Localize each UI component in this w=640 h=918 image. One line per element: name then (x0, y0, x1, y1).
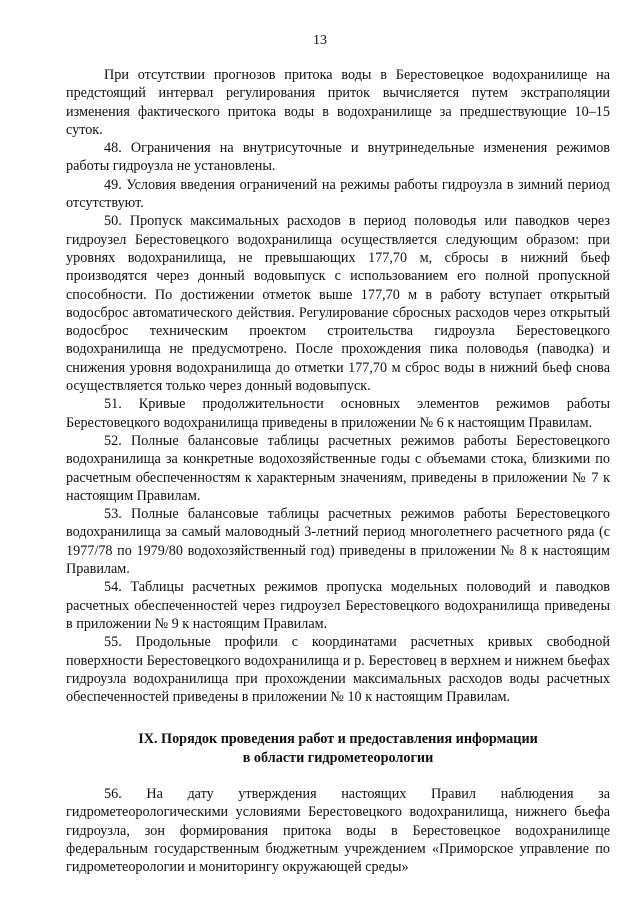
document-body (66, 66, 610, 876)
paragraph-48: 48. Ограничения на внутрисуточные и внутринедельные изменения режимов работы гидроузла не установлены. (66, 140, 610, 175)
paragraph-52: 52. Полные балансовые таблицы расчетных режимов работы Берестовецкого водохранилища за конкретные водохозяйственные годы с объемами стока, близкими по расчетным обеспеченностям к характерным значениям, приведены в приложении № 7 к настоящим Правилам. (66, 432, 610, 504)
paragraph-50: 50. Пропуск максимальных расходов в период половодья или паводков через гидроузел Берестовецкого водохранилища осуществляется следующим образом: при уровнях водохранилища, не превышающих 177,70 м, сбросы в нижний бьеф производятся через донный водовыпуск с использованием его полной пропускной способности. По достижении отметок выше 177,70 м в работу вступает открытый водосброс автоматического действия. Регулирование сбросных расходов через открытый водосброс техническим проектом строительства гидроузла Берестовецкого водохранилища не предусмотрено. После прохождения пика половодья (паводка) и снижения уровня водохранилища до отметки 177,70 м сброс воды в нижний бьеф снова осуществляется только через донный водовыпуск. (66, 213, 610, 395)
paragraph-54: 54. Таблицы расчетных режимов пропуска модельных половодий и паводков расчетных обеспеченностей через гидроузел Берестовецкого водохранилища приведены в приложении № 9 к настоящим Правилам. (66, 579, 610, 632)
paragraph-56: 56. На дату утверждения настоящих Правил наблюдения за гидрометеорологическими условиями Берестовецкого водохранилища, нижнего бьефа гидроузла, зон формирования притока воды в Берестовецкое водохранилище федеральным государственным бюджетным учреждением «Приморское управление по гидрометеорологии и мониторингу окружающей среды» (66, 785, 610, 876)
section-heading-line-2: в области гидрометеорологии (242, 749, 434, 766)
page-number: 13 (313, 33, 327, 48)
section-heading-line-1: IX. Порядок проведения работ и предоставления информации (138, 731, 538, 748)
paragraph-53: 53. Полные балансовые таблицы расчетных режимов работы Берестовецкого водохранилища за самый маловодный 3-летний период многолетнего расчетного ряда (с 1977/78 по 1979/80 водохозяйственный год) приведены в приложении № 8 к настоящим Правилам. (66, 506, 610, 578)
paragraph-55: 55. Продольные профили с координатами расчетных кривых свободной поверхности Берестовецкого водохранилища и р. Берестовец в верхнем и нижнем бьефах гидроузла водохранилища при прохождении максимальных расходов воды расчетных обеспеченностей приведены в приложении № 10 к настоящим Правилам. (66, 634, 610, 706)
paragraph-extrapolation: При отсутствии прогнозов притока воды в Берестовецкое водохранилище на предстоящий интервал регулирования приток вычисляется путем экстраполяции изменения фактического притока воды в водохранилище за предшествующие 10–15 суток. (66, 67, 610, 138)
section-heading (66, 730, 610, 767)
paragraph-51: 51. Кривые продолжительности основных элементов режимов работы Берестовецкого водохранилища приведены в приложении № 6 к настоящим Правилам. (66, 396, 610, 431)
paragraph-49: 49. Условия введения ограничений на режимы работы гидроузла в зимний период отсутствуют. (66, 176, 610, 212)
